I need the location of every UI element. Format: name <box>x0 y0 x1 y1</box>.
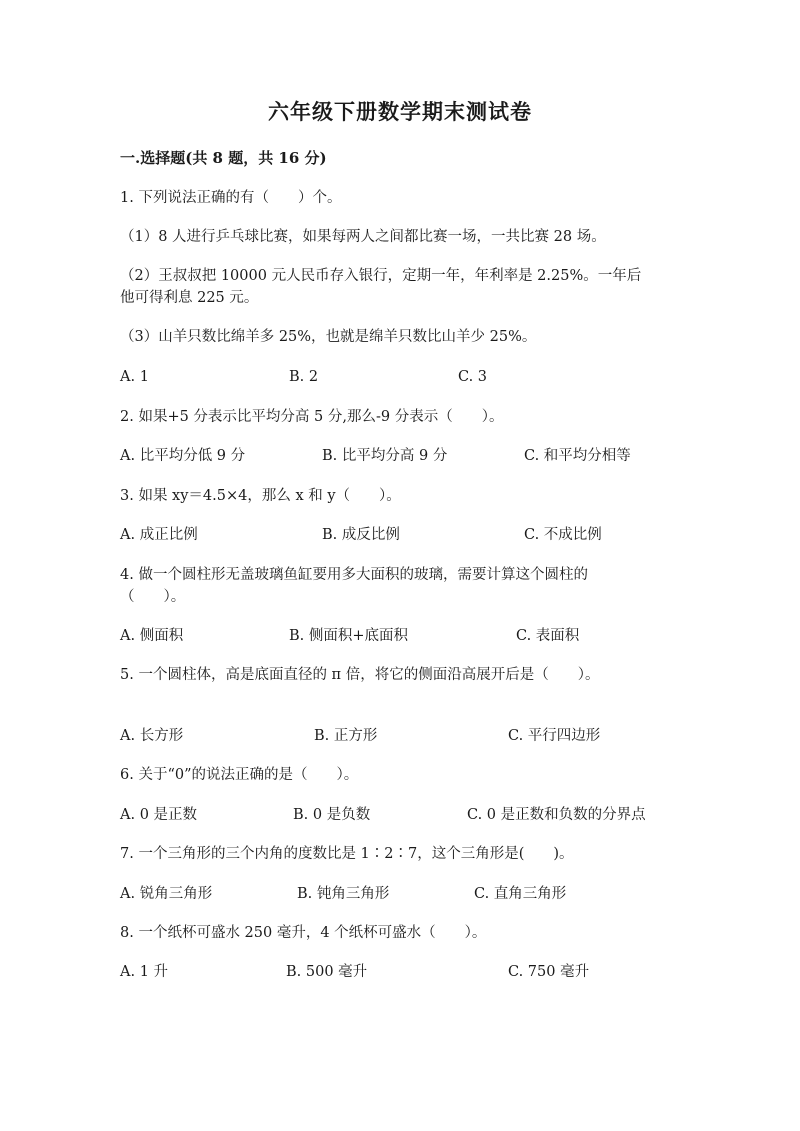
question-5-option-b: B. 正方形 <box>314 728 378 744</box>
question-5-option-c: C. 平行四边形 <box>508 728 601 744</box>
question-4-option-a: A. 侧面积 <box>120 628 184 644</box>
question-1-option-a: A. 1 <box>120 369 149 385</box>
question-8-option-a: A. 1 升 <box>120 964 169 980</box>
question-6-option-a: A. 0 是正数 <box>120 807 198 823</box>
question-2-option-b: B. 比平均分高 9 分 <box>322 448 448 464</box>
question-7-stem: 7. 一个三角形的三个内角的度数比是 1∶2∶7，这个三角形是( )。 <box>120 846 574 862</box>
question-1-statement-1: （1）8 人进行乒乓球比赛，如果每两人之间都比赛一场，一共比赛 28 场。 <box>120 229 606 245</box>
question-8-option-c: C. 750 毫升 <box>508 964 590 980</box>
question-5-stem: 5. 一个圆柱体，高是底面直径的 π 倍，将它的侧面沿高展开后是（ ）。 <box>120 667 600 683</box>
question-4-stem-line-1: 4. 做一个圆柱形无盖玻璃鱼缸要用多大面积的玻璃，需要计算这个圆柱的 <box>120 567 588 583</box>
question-1-statement-3: （3）山羊只数比绵羊多 25%，也就是绵羊只数比山羊少 25%。 <box>120 329 537 345</box>
question-6-option-c: C. 0 是正数和负数的分界点 <box>467 807 646 823</box>
question-4-stem-line-2: （ ）。 <box>120 589 186 605</box>
question-3-option-c: C. 不成比例 <box>524 527 602 543</box>
question-2-stem: 2. 如果+5 分表示比平均分高 5 分,那么-9 分表示（ ）。 <box>120 409 504 425</box>
question-3-option-a: A. 成正比例 <box>120 527 198 543</box>
question-1-statement-2-line-1: （2）王叔叔把 10000 元人民币存入银行，定期一年，年利率是 2.25%。一年后 <box>120 268 642 284</box>
question-3-stem: 3. 如果 xy＝4.5×4，那么 x 和 y（ ）。 <box>120 488 401 504</box>
question-7-option-a: A. 锐角三角形 <box>120 886 213 902</box>
question-8-stem: 8. 一个纸杯可盛水 250 毫升，4 个纸杯可盛水（ ）。 <box>120 925 487 941</box>
question-4-option-c: C. 表面积 <box>516 628 580 644</box>
question-5-option-a: A. 长方形 <box>120 728 184 744</box>
question-6-option-b: B. 0 是负数 <box>293 807 371 823</box>
question-1-statement-2-line-2: 他可得利息 225 元。 <box>120 290 259 306</box>
question-8-option-b: B. 500 毫升 <box>286 964 368 980</box>
section-heading: 一.选择题(共 8 题，共 16 分) <box>120 149 327 167</box>
question-2-option-c: C. 和平均分相等 <box>524 448 631 464</box>
question-7-option-c: C. 直角三角形 <box>474 886 567 902</box>
page-title: 六年级下册数学期末测试卷 <box>268 99 532 124</box>
question-2-option-a: A. 比平均分低 9 分 <box>120 448 246 464</box>
question-1-stem: 1. 下列说法正确的有（ ）个。 <box>120 190 342 206</box>
question-6-stem: 6. 关于“0”的说法正确的是（ ）。 <box>120 767 359 783</box>
question-1-option-b: B. 2 <box>289 369 319 385</box>
question-7-option-b: B. 钝角三角形 <box>297 886 390 902</box>
question-1-option-c: C. 3 <box>458 369 488 385</box>
question-3-option-b: B. 成反比例 <box>322 527 400 543</box>
question-4-option-b: B. 侧面积+底面积 <box>289 628 409 644</box>
